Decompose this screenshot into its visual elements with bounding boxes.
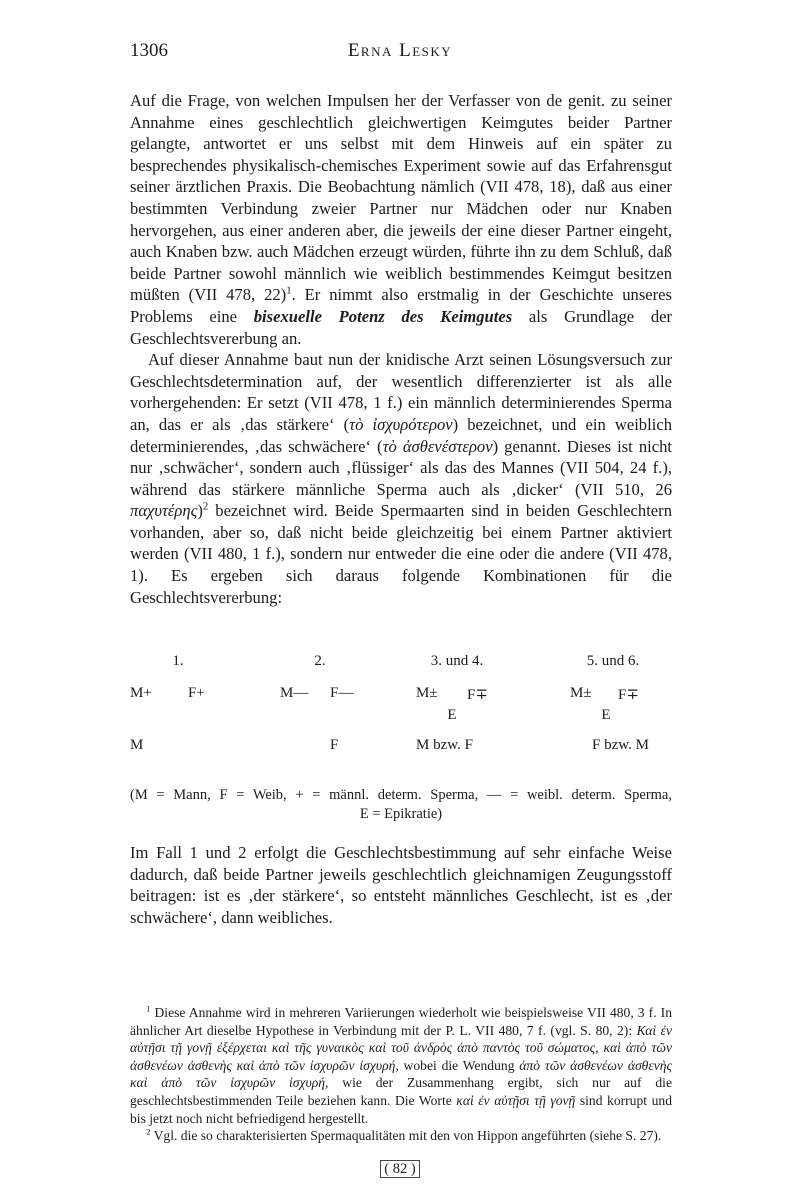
greek-term: τὸ ἀσθενέστερον [382, 436, 493, 456]
paragraph-2: Auf dieser Annahme baut nun der knidische Arzt seinen Lösungsversuch zur Geschlechtsdetermination auf, der wesentlich differenzierter ist als alle vorhergehenden: Er setzt (VII 478, 1 f.) ein männlich determinierendes Sperma an, das er als ‚das stärkere‘ (τὸ ἰσχυρότερον) bezeichnet, und ein weiblich determinierendes, ‚das schwächere‘ (τὸ ἀσθενέστερον) genannt. Dieses ist nicht nur ‚schwächer‘, sondern auch ‚flüssiger‘ als das des Mannes (VII 504, 24 f.), während das stärkere männliche Sperma auch als ‚dicker‘ (VII 510, 26 παχυτέρης)$^2$ bezeichnet wird. Beide Spermaarten sind in beiden Geschlechtern vorhanden, aber so, daß nicht beide gleichzeitig bei einem Partner aktiviert werden (VII 480, 1 f.), sondern nur entweder die eine oder die andere (VII 478, 1). Es ergeben sich daraus folgende Kombinationen für die Geschlechtsvererbung: [130, 350, 672, 607]
legend-line: E = Epikratie) [359, 806, 443, 822]
greek-term: παχυτέρης [130, 501, 198, 521]
page-number: 1306 [130, 40, 168, 61]
scheme-legend [130, 786, 672, 824]
footer [0, 1161, 800, 1178]
scheme-symbol: F∓ [618, 687, 639, 703]
greek-quote: ἀπὸ τῶν ἀσθενέων ἀσθενὴς καὶ ἀπὸ τῶν ἰσχυρῶν ἰσχυρή [130, 1057, 672, 1091]
footnote-ref-2: 2 [202, 500, 209, 513]
combination-scheme [130, 653, 672, 761]
running-header [130, 40, 670, 64]
scheme-symbol: M— [280, 685, 309, 701]
emphasis-bisexual: bisexuelle Potenz des Keimgutes [253, 306, 513, 326]
scheme-result: F [330, 737, 339, 753]
scheme-symbol: F∓ [467, 687, 488, 703]
scheme-symbol: M± [416, 685, 438, 701]
scheme-header: 5. und 6. [586, 653, 640, 669]
scheme-header: 1. [172, 653, 184, 669]
scheme-symbol: M± [570, 685, 592, 701]
scheme-epikratie-row [130, 707, 672, 731]
scheme-result: F bzw. M [592, 737, 649, 753]
greek-quote: καὶ ἐν αὐτῇσι τῇ γονῇ [456, 1092, 576, 1108]
scheme-header: 3. und 4. [430, 653, 484, 669]
legend-line: (M = Mann, F = Weib, + = männl. determ. Sperma, — = weibl. determ. Sperma, [130, 787, 672, 803]
main-text-continued [130, 842, 672, 928]
scheme-epikratie: E [601, 707, 611, 723]
scheme-header: 2. [314, 653, 326, 669]
scheme-result: M [130, 737, 144, 753]
paragraph-1: Auf die Frage, von welchen Impulsen her der Verfasser von de genit. zu seiner Annahme eines geschlechtlich gleichwertigen Keimgutes beider Partner gelangte, antwortet er uns selbst mit dem Hinweis auf ein später zu besprechendes physikalisch-chemisches Experiment sowie auf das Erfahrensgut seiner ärztlichen Praxis. Die Beobachtung nämlich (VII 478, 18), daß aus einer bestimmten Verbindung zweier Partner nur Mädchen oder nur Knaben hervorgehen, aus einer anderen aber, die jeweils der eine dieser Partner eingeht, auch Knaben bzw. auch Mädchen erzeugt würden, führte ihn zu dem Schluß, daß beide Partner sowohl männlich wie weiblich bestimmendes Keimgut besitzen müßten (VII 478, 22)$^1$. Er nimmt also erstmalig in der Geschichte unseres Problems eine bisexuelle Potenz des Keimgutes als Grundlage der Geschlechtsvererbung an. [130, 91, 673, 348]
footnote-2: $^2$ Vgl. die so charakterisierten Spermaqualitäten mit den von Hippon angeführten (siehe S. 27). [146, 1126, 662, 1144]
footer-page-number: ( 82 ) [380, 1160, 419, 1178]
footnote-1: $^1$ Diese Annahme wird in mehreren Variierungen wiederholt wie beispielsweise VII 480, 3 f. In ähnlicher Art dieselbe Hypothese in Verbindung mit der P. L. VII 480, 7 f. (vgl. S. 80, 2): Καὶ ἐν αὐτῇσι τῇ γονῇ ἐξέρχεται καὶ τῆς γυναικὸς καὶ τοῦ ἀνδρὸς ἀπὸ παντὸς τοῦ σώματος, καὶ ἀπὸ τῶν ἀσθενέων ἀσθενὴς καὶ ἀπὸ τῶν ἰσχυρῶν ἰσχυρή, wobei die Wendung ἀπὸ τῶν ἀσθενέων ἀσθενὴς καὶ ἀπὸ τῶν ἰσχυρῶν ἰσχυρή, wie der Zusammenhang ergibt, sich nur auf die geschlechtsbestimmenden Teile beziehen kann. Die Worte καὶ ἐν αὐτῇσι τῇ γονῇ sind korrupt und bis jetzt noch nicht befriedigend hergestellt. [130, 1003, 672, 1126]
running-head-author: Erna Lesky [347, 40, 453, 61]
scheme-symbol: F+ [188, 685, 205, 701]
greek-quote: Καὶ ἐν αὐτῇσι τῇ γονῇ ἐξέρχεται καὶ τῆς γυναικὸς καὶ τοῦ ἀνδρὸς ἀπὸ παντὸς τοῦ σώματος, καὶ ἀπὸ τῶν ἀσθενέων ἀσθενὴς καὶ ἀπὸ τῶν ἰσχυρῶν ἰσχυρή [130, 1022, 672, 1073]
main-text [130, 90, 672, 608]
greek-term: τὸ ἰσχυρότερον [349, 414, 453, 434]
scheme-epikratie: E [447, 707, 457, 723]
scheme-header-row [130, 653, 672, 677]
scheme-symbol-row [130, 685, 672, 709]
footnotes [130, 1004, 672, 1145]
scheme-symbol: F— [330, 685, 354, 701]
paragraph-3: Im Fall 1 und 2 erfolgt die Geschlechtsbestimmung auf sehr einfache Weise dadurch, daß beide Partner jeweils geschlechtlich gleichnamigen Zeugungsstoff beitragen: ist es ‚der stärkere‘, so entsteht männliches Geschlecht, ist es ‚der schwächere‘, dann weibliches. [130, 843, 672, 927]
scheme-result-row [130, 737, 672, 761]
scheme-result: M bzw. F [416, 737, 473, 753]
scheme-symbol: M+ [130, 685, 152, 701]
footnote-ref-1: 1 [286, 284, 292, 297]
